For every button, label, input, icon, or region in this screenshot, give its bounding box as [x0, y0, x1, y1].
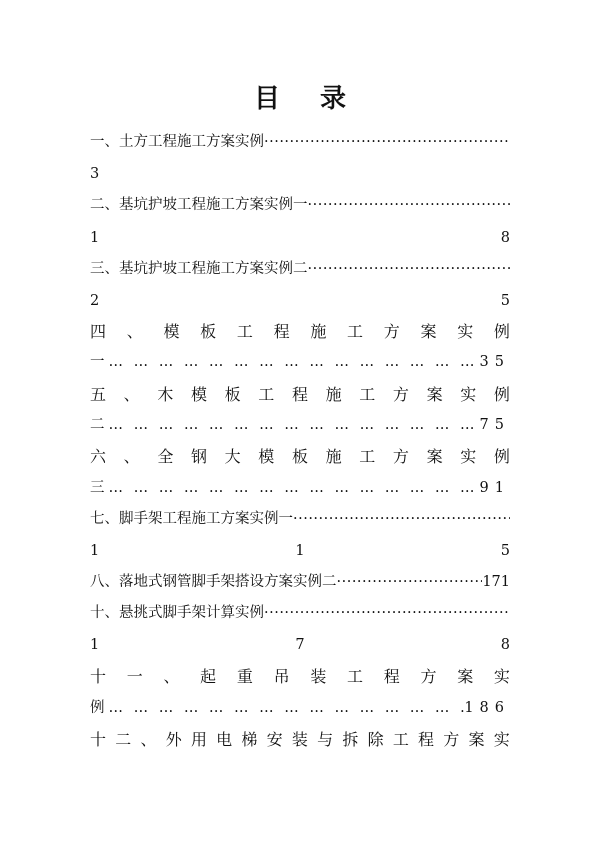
page-digit: 1: [90, 230, 100, 246]
title-char: 例: [493, 322, 510, 341]
toc-entry-9[interactable]: [90, 603, 510, 623]
title-char: 工: [347, 667, 364, 686]
leader-dots: [264, 603, 510, 623]
toc-entry-3[interactable]: [90, 259, 510, 279]
toc-entry-6-page: [90, 478, 510, 498]
page-number: 35: [479, 354, 510, 370]
title-char: 六: [90, 447, 107, 466]
title-char: 十: [90, 730, 107, 749]
title-char: 方: [443, 730, 460, 749]
title-char: 板: [291, 447, 308, 466]
title-char: 案: [468, 730, 485, 749]
page-number: 91: [479, 480, 510, 496]
title-char: 模: [163, 322, 180, 341]
title-char: 实: [460, 447, 477, 466]
page-digit: 8: [500, 230, 510, 246]
title-char: 工: [236, 322, 253, 341]
leader-dots: [308, 259, 511, 279]
leader-dots: [293, 509, 510, 529]
page-number: 171: [482, 574, 510, 590]
toc-entry-7[interactable]: [90, 509, 510, 529]
title-char: 案: [420, 322, 437, 341]
toc-entry-10-title[interactable]: [90, 667, 510, 687]
toc-entry-5-title[interactable]: [90, 385, 510, 405]
title-char: 工: [359, 385, 376, 404]
leader-dots: [105, 415, 480, 435]
toc-entry-8-title: 八、落地式钢管脚手架搭设方案实例二: [90, 574, 337, 590]
title-char: 案: [426, 385, 443, 404]
page-digit: 7: [295, 637, 305, 653]
title-char: 装: [291, 730, 308, 749]
title-char: 程: [273, 322, 290, 341]
title-char: 、: [163, 667, 180, 686]
title-char: 方: [383, 322, 400, 341]
title-char: 、: [140, 730, 157, 749]
title-char: 十: [90, 667, 107, 686]
title-char: 、: [123, 447, 140, 466]
title-char: 用: [190, 730, 207, 749]
title-char: 模: [190, 385, 207, 404]
title-char: 一: [90, 354, 105, 370]
title-char: 安: [266, 730, 283, 749]
toc-entry-4-page: [90, 352, 510, 372]
title-char: 施: [310, 322, 327, 341]
toc-entry-2-page: [90, 228, 510, 248]
toc-entry-4-title[interactable]: [90, 322, 510, 342]
title-char: 程: [418, 730, 435, 749]
title-char: 工: [392, 730, 409, 749]
leader-dots: [105, 478, 480, 498]
toc-entry-2-title: 二、基坑护坡工程施工方案实例一: [90, 197, 308, 213]
title-char: 工: [359, 447, 376, 466]
title-char: 案: [457, 667, 474, 686]
page-digit: 5: [500, 543, 510, 559]
toc-entry-9-page: [90, 635, 510, 655]
title-char: 程: [291, 385, 308, 404]
title-char: 例: [493, 385, 510, 404]
title-char: 拆: [342, 730, 359, 749]
toc-entry-1-title: 一、土方工程施工方案实例: [90, 134, 264, 150]
page-number: 75: [479, 417, 510, 433]
toc-entry-3-page: [90, 291, 510, 311]
title-char: 吊: [273, 667, 290, 686]
leader-dots: [105, 698, 465, 718]
title-char: 例: [493, 447, 510, 466]
title-char: 程: [383, 667, 400, 686]
title-char-2: 录: [320, 84, 347, 114]
page-number: 186: [464, 700, 510, 716]
title-char: 实: [460, 385, 477, 404]
title-char: 施: [325, 447, 342, 466]
toc-entry-3-title: 三、基坑护坡工程施工方案实例二: [90, 261, 308, 277]
page-digit: 5: [500, 293, 510, 309]
leader-dots: [264, 132, 510, 152]
title-char: 实: [457, 322, 474, 341]
title-char: 大: [224, 447, 241, 466]
toc-entry-9-title: 十、悬挑式脚手架计算实例: [90, 605, 264, 621]
toc-entry-5-page: [90, 415, 510, 435]
title-char: 电: [216, 730, 233, 749]
title-char: 板: [224, 385, 241, 404]
title-char: 四: [90, 322, 107, 341]
title-char: 外: [165, 730, 182, 749]
title-char: 装: [310, 667, 327, 686]
title-char: 全: [157, 447, 174, 466]
title-char: 工: [258, 385, 275, 404]
title-char: 与: [317, 730, 334, 749]
title-char-1: 目: [253, 84, 280, 114]
title-char: 梯: [241, 730, 258, 749]
title-char: 二: [90, 417, 105, 433]
title-char: 实: [493, 730, 510, 749]
page-digit: 1: [90, 543, 100, 559]
page-digit: 1: [90, 637, 100, 653]
toc-entry-11-title[interactable]: [90, 730, 510, 750]
toc-entry-8[interactable]: [90, 572, 510, 592]
title-char: 二: [115, 730, 132, 749]
page-digit: 1: [295, 543, 305, 559]
leader-dots: [105, 352, 480, 372]
leader-dots: [308, 195, 511, 215]
title-char: 、: [126, 322, 143, 341]
title-char: 钢: [190, 447, 207, 466]
title-char: 一: [126, 667, 143, 686]
title-char: 实: [493, 667, 510, 686]
title-char: 案: [426, 447, 443, 466]
title-char: 施: [325, 385, 342, 404]
title-char: 五: [90, 385, 107, 404]
title-char: 例: [90, 700, 105, 716]
leader-dots: [337, 572, 483, 592]
title-char: 模: [258, 447, 275, 466]
title-char: 重: [236, 667, 253, 686]
toc-entry-10-page: [90, 698, 510, 718]
title-char: 起: [200, 667, 217, 686]
title-char: 方: [420, 667, 437, 686]
title-char: 方: [392, 385, 409, 404]
toc-entry-6-title[interactable]: [90, 447, 510, 467]
title-char: 三: [90, 480, 105, 496]
title-char: 工: [347, 322, 364, 341]
page-digit: 2: [90, 293, 100, 309]
title-char: 除: [367, 730, 384, 749]
toc-entry-1-page: 3: [90, 166, 100, 182]
toc-entry-7-title: 七、脚手架工程施工方案实例一: [90, 511, 293, 527]
toc-entry-1[interactable]: [90, 132, 510, 152]
page-digit: 8: [500, 637, 510, 653]
toc-entry-2[interactable]: [90, 195, 510, 215]
title-char: 板: [200, 322, 217, 341]
title-char: 木: [157, 385, 174, 404]
title-char: 、: [123, 385, 140, 404]
toc-entry-7-page: [90, 541, 510, 561]
title-char: 方: [392, 447, 409, 466]
page-title: [0, 78, 600, 115]
